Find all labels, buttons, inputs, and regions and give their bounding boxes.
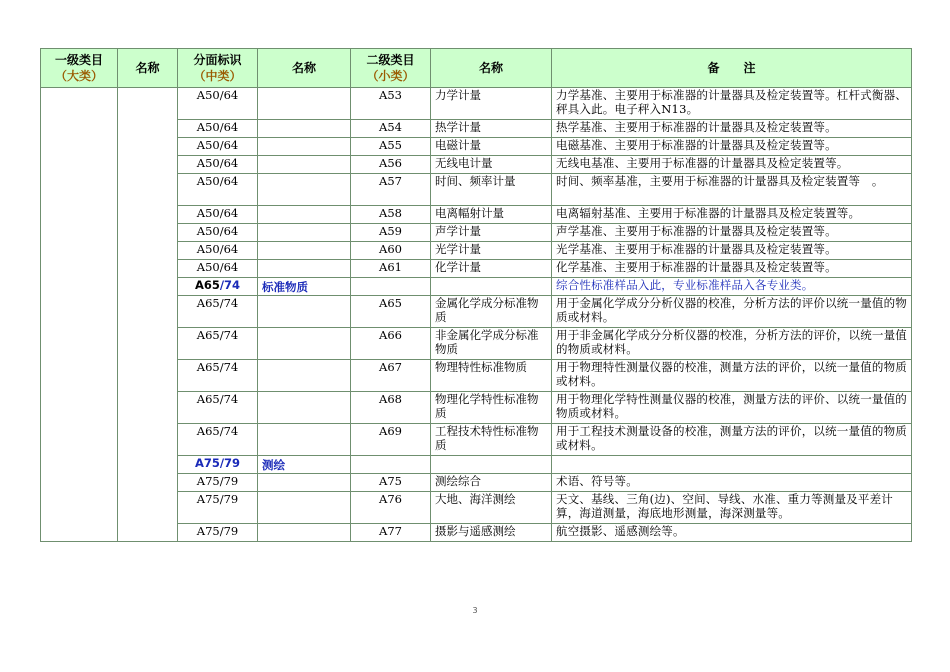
remarks-cell: 用于工程技术测量设备的校准，测量方法的评价，以统一量值的物质或材料。 [552,424,912,456]
secondary-name-cell: 大地、海洋测绘 [431,492,552,524]
secondary-name-cell: 物理化学特性标准物质 [431,392,552,424]
facet-id-cell: A50/64 [178,88,258,120]
secondary-code-cell: A53 [351,88,431,120]
secondary-name-cell: 光学计量 [431,242,552,260]
header-facet-subtitle: （中类） [193,69,242,83]
header-name-2: 名称 [258,49,351,88]
secondary-name-cell: 热学计量 [431,120,552,138]
facet-id-cell: A75/79 [178,524,258,542]
remarks-cell: 光学基准、主要用于标准器的计量器具及检定装置等。 [552,242,912,260]
header-secondary-category: 二级类目 （小类） [351,49,431,88]
facet-name-cell [258,392,351,424]
table-body [41,88,912,542]
secondary-name-cell: 电离幅射计量 [431,206,552,224]
remarks-cell: 声学基准、主要用于标准器的计量器具及检定装置等。 [552,224,912,242]
facet-id-range: /74 [219,278,241,292]
remarks-cell: 航空摄影、遥感测绘等。 [552,524,912,542]
facet-id-cell: A50/64 [178,242,258,260]
category-name-cell: 测绘 [258,456,351,474]
secondary-code-cell: A76 [351,492,431,524]
facet-name-cell [258,224,351,242]
facet-id-cell [178,456,258,474]
remarks-cell: 电离辐射基准、主要用于标准器的计量器具及检定装置等。 [552,206,912,224]
secondary-code-cell: A61 [351,260,431,278]
facet-name-cell [258,206,351,224]
facet-id-cell: A50/64 [178,120,258,138]
facet-name-cell [258,138,351,156]
remarks-cell: 热学基准、主要用于标准器的计量器具及检定装置等。 [552,120,912,138]
facet-id-cell: A65/74 [178,360,258,392]
secondary-name-cell: 非金属化学成分标准物质 [431,328,552,360]
remarks-cell [552,456,912,474]
facet-id-cell: A75/79 [178,474,258,492]
secondary-code-cell [351,278,431,296]
secondary-code-cell [351,456,431,474]
facet-name-cell [258,474,351,492]
facet-name-cell [258,120,351,138]
remarks-cell: 术语、符号等。 [552,474,912,492]
secondary-name-cell [431,456,552,474]
secondary-name-cell: 摄影与遥感测绘 [431,524,552,542]
secondary-name-cell: 无线电计量 [431,156,552,174]
facet-name-cell [258,174,351,206]
facet-name-cell [258,88,351,120]
secondary-code-cell: A54 [351,120,431,138]
facet-id-main: A75/79 [194,456,241,470]
secondary-code-cell: A69 [351,424,431,456]
facet-id-cell: A65/74 [178,392,258,424]
header-primary-category: 一级类目 （大类） [41,49,118,88]
secondary-code-cell: A68 [351,392,431,424]
header-facet-id: 分面标识 （中类） [178,49,258,88]
page-number: 3 [472,606,478,615]
secondary-code-cell: A55 [351,138,431,156]
secondary-name-cell: 物理特性标准物质 [431,360,552,392]
header-primary-subtitle: （大类） [54,69,103,83]
remarks-cell: 电磁基准、主要用于标准器的计量器具及检定装置等。 [552,138,912,156]
remarks-cell: 综合性标准样品入此，专业标准样品入各专业类。 [552,278,912,296]
secondary-name-cell: 工程技术特性标准物质 [431,424,552,456]
facet-name-cell [258,328,351,360]
facet-id-cell: A65/74 [178,328,258,360]
secondary-code-cell: A77 [351,524,431,542]
header-remarks: 备 注 [552,49,912,88]
secondary-code-cell: A65 [351,296,431,328]
remarks-cell: 力学基准、主要用于标准器的计量器具及检定装置等。杠杆式衡器、秤具入此。电子秤入N13。 [552,88,912,120]
remarks-cell: 用于物理化学特性测量仪器的校准，测量方法的评价、以统一量值的物质或材料。 [552,392,912,424]
remarks-cell: 用于非金属化学成分分析仪器的校准，分析方法的评价，以统一量值的物质或材料。 [552,328,912,360]
header-name-1: 名称 [118,49,178,88]
facet-id-cell: A50/64 [178,206,258,224]
facet-name-cell [258,242,351,260]
facet-id-cell: A75/79 [178,492,258,524]
facet-id-cell: A50/64 [178,156,258,174]
remarks-cell: 时间、频率基准，主要用于标准器的计量器具及检定装置等 。 [552,174,912,206]
facet-name-cell [258,260,351,278]
facet-id-cell: A50/64 [178,174,258,206]
facet-id-cell: A65/74 [178,296,258,328]
facet-id-cell: A50/64 [178,138,258,156]
secondary-code-cell: A66 [351,328,431,360]
facet-id-cell: A65/74 [178,424,258,456]
facet-id-cell [178,278,258,296]
facet-id-cell: A50/64 [178,224,258,242]
header-secondary-subtitle: （小类） [366,69,415,83]
secondary-code-cell: A75 [351,474,431,492]
secondary-code-cell: A60 [351,242,431,260]
primary-category-cell [41,88,118,542]
secondary-name-cell: 声学计量 [431,224,552,242]
secondary-code-cell: A59 [351,224,431,242]
remarks-cell: 用于物理特性测量仪器的校准，测量方法的评价，以统一量值的物质或材料。 [552,360,912,392]
remarks-cell: 用于金属化学成分分析仪器的校准，分析方法的评价以统一量值的物质或材料。 [552,296,912,328]
category-name-cell: 标准物质 [258,278,351,296]
secondary-code-cell: A56 [351,156,431,174]
facet-id-cell: A50/64 [178,260,258,278]
secondary-name-cell: 力学计量 [431,88,552,120]
secondary-name-cell: 测绘综合 [431,474,552,492]
secondary-name-cell: 电磁计量 [431,138,552,156]
facet-name-cell [258,360,351,392]
primary-name-cell [118,88,178,542]
secondary-code-cell: A57 [351,174,431,206]
table-row [41,88,912,120]
facet-name-cell [258,492,351,524]
facet-name-cell [258,296,351,328]
remarks-cell: 无线电基准、主要用于标准器的计量器具及检定装置等。 [552,156,912,174]
header-name-3: 名称 [431,49,552,88]
secondary-code-cell: A67 [351,360,431,392]
secondary-name-cell [431,278,552,296]
secondary-name-cell: 时间、频率计量 [431,174,552,206]
classification-table [40,48,912,542]
secondary-name-cell: 金属化学成分标准物质 [431,296,552,328]
facet-name-cell [258,424,351,456]
table-header [41,49,912,88]
facet-name-cell [258,156,351,174]
remarks-cell: 天文、基线、三角(边)、空间、导线、水准、重力等测量及平差计算，海道测量，海底地形测量，海深测量等。 [552,492,912,524]
secondary-name-cell: 化学计量 [431,260,552,278]
secondary-code-cell: A58 [351,206,431,224]
facet-id-main: A65 [194,278,220,292]
remarks-cell: 化学基准、主要用于标准器的计量器具及检定装置等。 [552,260,912,278]
facet-name-cell [258,524,351,542]
